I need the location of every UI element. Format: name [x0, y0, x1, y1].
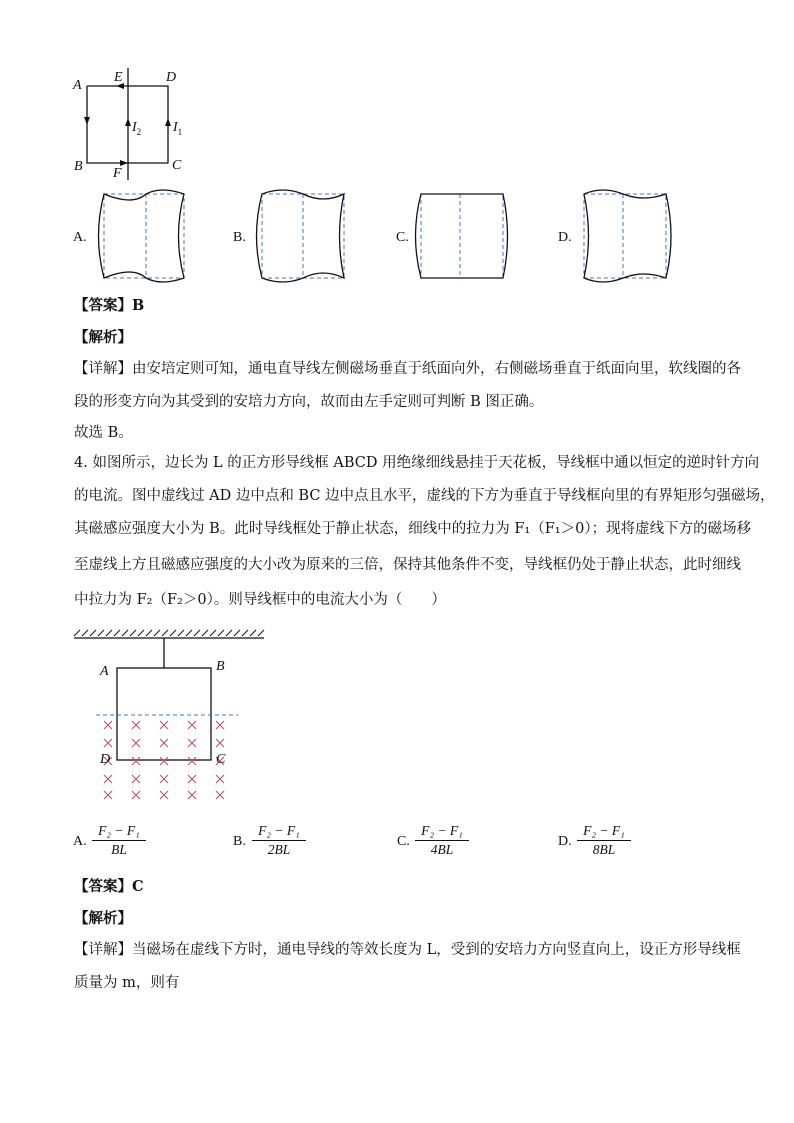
q3-option-d-label[interactable]: D. [558, 230, 572, 245]
q4-option-a-fraction[interactable]: $\frac{\text{F₂ − F₁}}{BL}$ [92, 823, 146, 858]
q3-option-a-label[interactable]: A. [73, 230, 87, 245]
fig1-label-I2: $I_2$ [132, 120, 142, 137]
fig1-label-I1: $I_1$ [173, 120, 183, 137]
q3-detail-line2: 段的形变方向为其受到的安培力方向，故而由左手定则可判断 B 图正确。 [74, 394, 544, 410]
q3-option-b-shape[interactable] [253, 188, 353, 284]
fig2-label-D: D [100, 752, 111, 767]
q4-option-d-label[interactable]: D. [558, 834, 572, 849]
q3-detail-line1: 【详解】由安培定则可知，通电直导线左侧磁场垂直于纸面向外，右侧磁场垂直于纸面向里，软线圈的各 [74, 361, 741, 377]
q3-option-c-label[interactable]: C. [396, 230, 409, 245]
q4-option-d-fraction[interactable]: $\frac{\text{F₂ − F₁}}{8BL}$ [577, 823, 631, 858]
q4-detail-line1: 【详解】当磁场在虚线下方时，通电导线的等效长度为 L，受到的安培力方向竖直向上，设正方形导线框 [74, 942, 741, 958]
fig2-label-B: B [216, 659, 225, 674]
q4-stem-line2: 的电流。图中虚线过 AD 边中点和 BC 边中点且水平，虚线的下方为垂直于导线框向里的有界矩形匀强磁场， [74, 488, 775, 504]
q4-analysis-heading: 【解析】 [74, 910, 132, 927]
q4-option-c-label[interactable]: C. [397, 834, 410, 849]
q4-option-c-fraction[interactable]: $\frac{\text{F₂ − F₁}}{4BL}$ [415, 823, 469, 858]
q4-answer: 【答案】C [74, 878, 144, 895]
figure-hanging-loop [70, 626, 270, 806]
q4-detail-line2: 质量为 m，则有 [74, 975, 180, 991]
fig1-label-D: D [166, 70, 177, 85]
q4-option-a-label[interactable]: A. [73, 834, 87, 849]
q4-stem-line4: 至虚线上方且磁感应强度的大小改为原来的三倍，保持其他条件不变，导线框仍处于静止状态，此时细线 [74, 557, 741, 573]
fig1-label-F: F [113, 166, 122, 181]
fig1-label-C: C [172, 158, 182, 173]
q3-answer: 【答案】B [74, 297, 145, 314]
q3-option-c-shape[interactable] [414, 188, 514, 284]
q3-option-a-shape[interactable] [93, 188, 193, 284]
q4-stem-line1: 4. 如图所示，边长为 L 的正方形导线框 ABCD 用绝缘细线悬挂于天花板，导线框中通以恒定的逆时针方向 [74, 455, 760, 471]
q3-option-d-shape[interactable] [577, 188, 677, 284]
q4-option-b-label[interactable]: B. [233, 834, 246, 849]
fig2-label-C: C [216, 752, 226, 767]
q3-analysis-heading: 【解析】 [74, 329, 132, 346]
q3-conclusion: 故选 B。 [74, 425, 133, 441]
fig1-label-E: E [114, 70, 123, 85]
fig2-label-A: A [100, 664, 109, 679]
fig1-label-B: B [74, 159, 83, 174]
q4-option-b-fraction[interactable]: $\frac{\text{F₂ − F₁}}{2BL}$ [252, 823, 306, 858]
q3-option-b-label[interactable]: B. [233, 230, 246, 245]
fig1-label-A: A [73, 78, 82, 93]
q4-stem-line3: 其磁感应强度大小为 B。此时导线框处于静止状态，细线中的拉力为 F₁（F₁＞0）；现将虚线下方的磁场移 [74, 521, 752, 537]
q4-stem-line5: 中拉力为 F₂（F₂＞0）。则导线框中的电流大小为（ ） [74, 592, 446, 608]
